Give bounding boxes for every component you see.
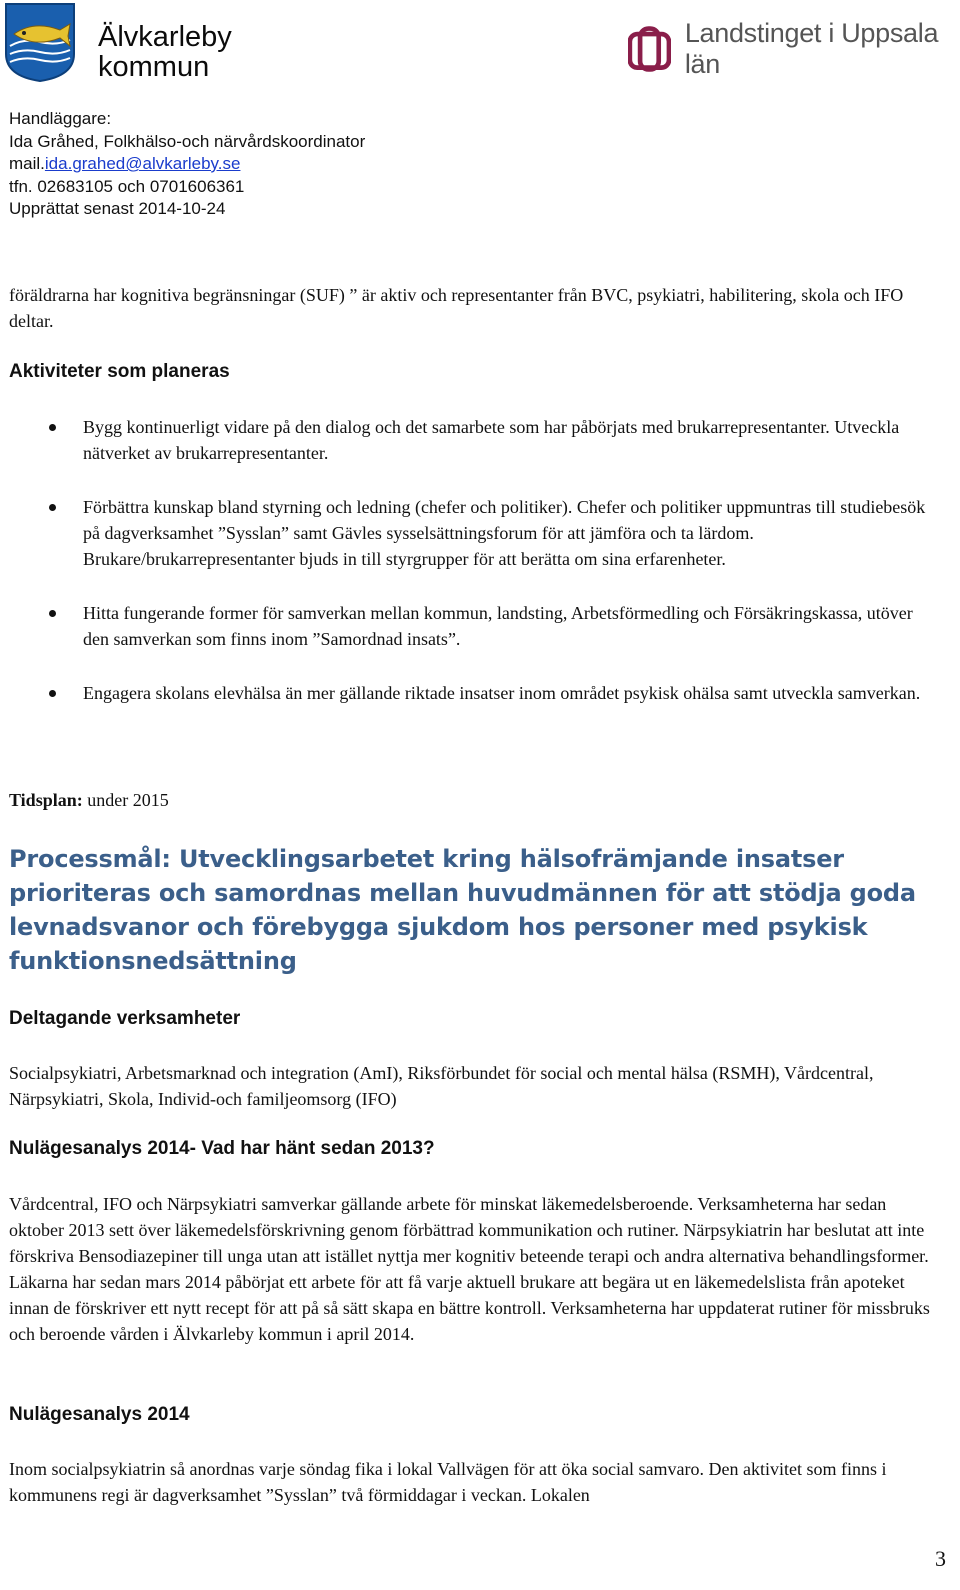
list-item (0, 600, 940, 652)
nulage-2013-heading: Nulägesanalys 2014- Vad har hänt sedan 2013? (9, 1138, 435, 1159)
list-item-text: Engagera skolans elevhälsa än mer gällande riktade insatser inom området psykisk ohälsa samt utveckla samverkan. (83, 683, 921, 703)
landstinget-mark-icon (628, 25, 671, 73)
deltagande-heading: Deltagande verksamheter (9, 1008, 241, 1029)
processmal-heading: Processmål: Utvecklingsarbetet kring hälsofrämjande insatser prioriteras och samordnas mellan huvudmännen för att stödja goda levnadsvanor och förebygga sjukdom hos personer med psykisk funktionsnedsättning (9, 845, 916, 975)
alvkarleby-shield-icon (4, 2, 76, 82)
landstinget-logo-text: Landstinget i Uppsala län (684, 18, 939, 79)
nulage-2014-text: Inom socialpsykiatrin så anordnas varje söndag fika i lokal Vallvägen för att öka social samvaro. Den aktivitet som finns i kommunens regi är dagverksamhet ”Sysslan” två förmiddagar i veckan. Lokalen (9, 1459, 887, 1505)
list-item-text: Hitta fungerande former för samverkan mellan kommun, landsting, Arbetsförmedling och Försäkringskassa, utöver den samverkan som finns inom ”Samordnad insats”. (83, 603, 913, 649)
logo-line-2: kommun (98, 51, 210, 83)
bullet-icon (49, 690, 56, 697)
list-item-text: Förbättra kunskap bland styrning och ledning (chefer och politiker). Chefer och politiker uppmuntras till studiebesök på dagverksamhet ”Sysslan” samt Gävles sysselsättningsforum för att jämföra och ta lärdom. Brukare/brukarrepresentanter bjuds in till styrgrupper för att berätta om sina erfarenheter. (83, 497, 926, 569)
list-item (0, 494, 940, 572)
contact-name: Ida Gråhed, Folkhälso-och närvårdskoordinator (9, 131, 366, 151)
contact-block (9, 108, 365, 221)
activities-heading: Aktiviteter som planeras (9, 361, 230, 382)
tidsplan (9, 790, 169, 811)
landstinget-logo (628, 18, 960, 80)
alvkarleby-logo-text (98, 22, 232, 82)
contact-handlaggare: Handläggare: (9, 109, 112, 128)
tidsplan-label: Tidsplan: (9, 790, 83, 810)
intro-paragraph: föräldrarna har kognitiva begränsningar (SUF) ” är aktiv och representanter från BVC, psykiatri, habilitering, skola och IFO deltar. (9, 285, 904, 331)
activities-list (0, 414, 940, 734)
contact-phone: tfn. 02683105 och 0701606361 (9, 176, 245, 196)
tidsplan-value: under 2015 (82, 790, 169, 810)
deltagande-text: Socialpsykiatri, Arbetsmarknad och integration (AmI), Riksförbundet för social och mental hälsa (RSMH), Vårdcentral, Närpsykiatri, Skola, Individ-och familjeomsorg (IFO) (9, 1063, 874, 1109)
alvkarleby-logo (4, 2, 232, 82)
bullet-icon (49, 424, 56, 431)
contact-updated: Upprättat senast 2014-10-24 (9, 199, 226, 218)
bullet-icon (49, 610, 56, 617)
email-link[interactable]: ida.grahed@alvkarleby.se (44, 154, 241, 173)
logo-line-1: Älvkarleby (98, 21, 232, 53)
mail-prefix: mail. (9, 154, 45, 173)
list-item (0, 414, 940, 466)
nulage-2014-heading: Nulägesanalys 2014 (9, 1404, 190, 1425)
contact-mail (9, 153, 365, 176)
nulage-2013-text: Vårdcentral, IFO och Närpsykiatri samverkar gällande arbete för minskat läkemedelsberoende. Verksamheterna har sedan oktober 2013 sett över läkemedelsförskrivning genom förbättrad kommunikation och rutiner. Närpsykiatrin har beslutat att inte förskriva Bensodiazepiner till unga utan att istället nyttja mer kognitiv beteende terapi och andra alternativa behandlingsformer. Läkarna har sedan mars 2014 påbörjat ett arbete för att få varje aktuell brukare att begära ut en läkemedelslista från apoteket innan de förskriver ett nytt recept för att på så sätt skapa en bättre kontroll. Verksamheterna har uppdaterat rutiner för missbruks och beroende vården i Älvkarleby kommun i april 2014. (9, 1194, 930, 1344)
list-item (0, 680, 940, 706)
bullet-icon (49, 504, 56, 511)
page-number: 3 (935, 1546, 946, 1571)
list-item-text: Bygg kontinuerligt vidare på den dialog och det samarbete som har påbörjats med brukarrepresentanter. Utveckla nätverket av brukarrepresentanter. (83, 417, 900, 463)
